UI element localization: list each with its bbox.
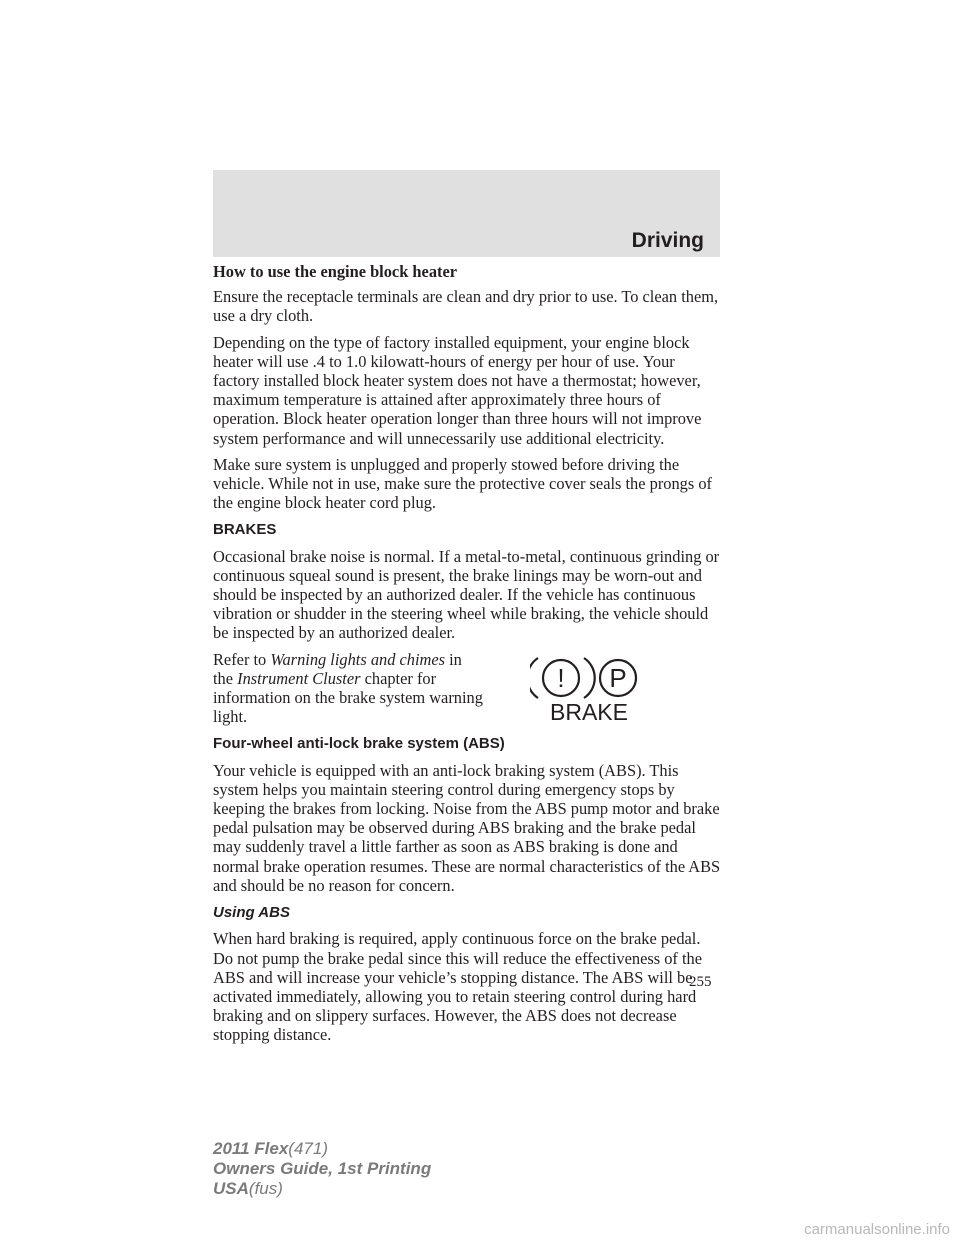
brake-icon-park: P (609, 662, 627, 693)
ref-instrument-cluster: Instrument Cluster (237, 668, 361, 688)
footer-line-3: USA(fus) (213, 1179, 283, 1198)
brake-reference-text: Refer to Warning lights and chimes in the Instrument Cluster chapter for information on the brake system warning light. (213, 649, 483, 727)
brake-icon-exclaim: ! (557, 662, 565, 693)
block-heater-paragraph-2: Depending on the type of factory installed equipment, your engine block heater will use .4 to 1.0 kilowatt-hours of energy per hour of use. Your factory installed block heater system does not have a thermostat; however, maximum temperature is attained after approximately three hours of operation. Block heater operation longer than three hours will not improve system performance and will unnecessarily use additional electricity. (213, 332, 702, 448)
block-heater-heading: How to use the engine block heater (213, 262, 458, 281)
brake-icon-label: BRAKE (550, 698, 628, 724)
using-abs-paragraph-1: When hard braking is required, apply continuous force on the brake pedal. Do not pump the brake pedal since this will reduce the effectiveness of the ABS and will increase your vehicle’s stopping distance. The ABS will be activated immediately, allowing you to retain steering control during hard braking and on slippery surfaces. However, the ABS does not decrease stopping distance. (213, 929, 702, 1045)
abs-paragraph-1: Your vehicle is equipped with an anti-lock braking system (ABS). This system helps you maintain steering control during emergency stops by keeping the brakes from locking. Noise from the ABS pump motor and brake pedal pulsation may be observed during ABS braking and the brake pedal may suddenly travel a little farther as soon as ABS braking is done and normal brake operation resumes. These are normal characteristics of the ABS and should be no reason for concern. (213, 760, 721, 895)
print-footer (213, 1139, 431, 1199)
brake-warning-reference (213, 650, 723, 727)
ref-warning-lights: Warning lights and chimes (270, 649, 446, 669)
page-number: 255 (689, 974, 712, 990)
brakes-heading: BRAKES (213, 521, 277, 539)
footer-line-1: 2011 Flex(471) (213, 1139, 328, 1158)
abs-heading: Four-wheel anti-lock brake system (ABS) (213, 735, 505, 753)
brakes-paragraph-1: Occasional brake noise is normal. If a metal-to-metal, continuous grinding or continuous squeal sound is present, the brake linings may be worn-out and should be inspected by an authorized dealer. If the vehicle has continuous vibration or shudder in the steering wheel while braking, the vehicle should be inspected by an authorized dealer. (213, 546, 720, 643)
section-title: Driving (631, 229, 704, 252)
block-heater-paragraph-1: Ensure the receptacle terminals are clean and dry prior to use. To clean them, use a dry cloth. (213, 287, 719, 326)
using-abs-heading: Using ABS (213, 904, 290, 922)
watermark: carmanualsonline.info (804, 1221, 950, 1238)
page-content (213, 262, 723, 1052)
block-heater-paragraph-3: Make sure system is unplugged and properly stowed before driving the vehicle. While not in use, make sure the protective cover seals the prongs of the engine block heater cord plug. (213, 454, 712, 513)
section-header-band (213, 170, 720, 257)
footer-line-2: Owners Guide, 1st Printing (213, 1159, 432, 1178)
brake-warning-icon (530, 652, 650, 724)
